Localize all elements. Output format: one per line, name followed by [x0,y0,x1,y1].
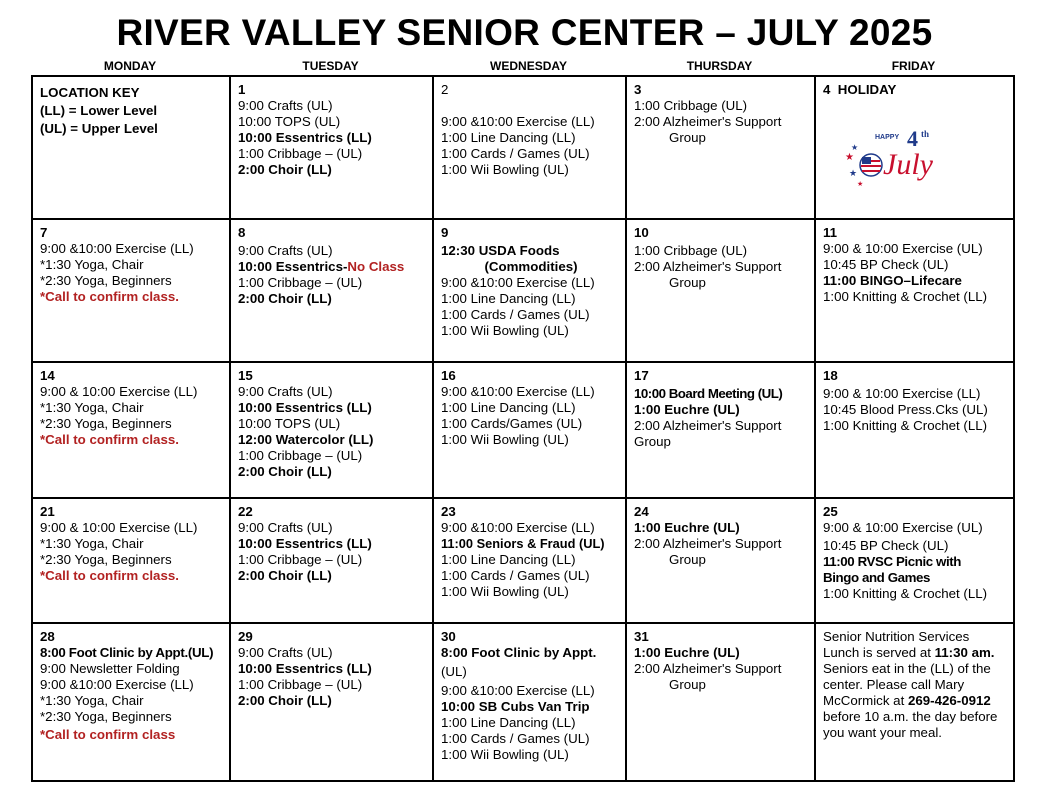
event: 1:00 Cribbage (UL) [634,243,748,258]
weekday-wednesday: WEDNESDAY [490,59,567,73]
fourth-of-july-logo [841,102,961,192]
day-cell [626,362,815,498]
event: 9:00 &10:00 Exercise (LL) [441,520,595,535]
event: 12:00 Watercolor (LL) [238,432,374,447]
week-row [32,219,1014,362]
event: 1:00 Cribbage – (UL) [238,677,363,692]
event: 10:00 Essentrics (LL) [238,130,372,145]
nutrition-text: before 10 a.m. the day before you want your meal. [823,709,998,740]
weekday-tuesday: TUESDAY [302,59,359,73]
logo-july-text: July [883,148,933,181]
event: 9:00 & 10:00 Exercise (LL) [823,386,981,401]
event: 10:00 Essentrics (LL) [238,400,372,415]
day-number: 10 [634,225,649,240]
day-number: 8 [238,225,246,240]
event: 1:00 Euchre (UL) [634,645,740,660]
event: 10:00 SB Cubs Van Trip [441,699,590,714]
day-cell [230,219,433,362]
event: 1:00 Line Dancing (LL) [441,291,576,306]
day-number: 2 [441,82,449,97]
event: 9:00 Crafts (UL) [238,98,333,113]
event: 1:00 Line Dancing (LL) [441,130,576,145]
weekday-header [31,58,1013,74]
star-icon: ★ [849,168,858,178]
event: 9:00 &10:00 Exercise (LL) [441,683,595,698]
event: Group [634,434,671,449]
day-number: 4 [823,82,831,97]
day-number: 25 [823,504,838,519]
day-cell [433,498,626,623]
holiday-label: HOLIDAY [837,82,897,97]
fourth-of-july-logo-art [841,102,971,192]
logo-four-text: 4 [907,126,918,151]
day-cell [626,76,815,219]
event: 10:00 Essentrics- [238,259,348,274]
day-number: 28 [40,629,55,644]
event: 1:00 Cribbage – (UL) [238,275,363,290]
event: 9:00 & 10:00 Exercise (LL) [40,520,198,535]
event: 1:00 Euchre (UL) [634,520,740,535]
event: 2:00 Alzheimer's Support [634,114,782,129]
event: 2:00 Choir (LL) [238,693,332,708]
event: 9:00 & 10:00 Exercise (LL) [40,384,198,399]
weekday-friday: FRIDAY [891,59,936,73]
event: 9:00 Crafts (UL) [238,384,333,399]
event: *2:30 Yoga, Beginners [40,416,172,431]
event: 10:45 BP Check (UL) [823,538,949,553]
week-row [32,76,1014,219]
nutrition-text: Senior Nutrition Services Lunch is served at [823,629,970,660]
event: 9:00 & 10:00 Exercise (UL) [823,241,983,256]
day-number: 11 [823,225,838,240]
location-key-ll: (LL) = Lower Level [40,103,158,118]
weekday-monday: MONDAY [103,59,157,73]
event: 9:00 &10:00 Exercise (LL) [441,384,595,399]
page-title: RIVER VALLEY SENIOR CENTER – JULY 2025 [116,12,933,53]
event: 10:45 Blood Press.Cks (UL) [823,402,988,417]
day-number: 24 [634,504,649,519]
event: *1:30 Yoga, Chair [40,257,144,272]
event: 1:00 Cribbage (UL) [634,98,748,113]
event: 12:30 USDA Foods [441,243,560,258]
nutrition-text: Seniors eat in the (LL) of the center. Please call Mary McCormick at [823,661,991,708]
event: 1:00 Cards / Games (UL) [441,731,590,746]
event: 11:00 BINGO–Lifecare [823,273,962,288]
event: 2:00 Alzheimer's Support [634,418,782,433]
day-cell [230,76,433,219]
event: 2:00 Choir (LL) [238,464,332,479]
nutrition-info-cell [815,623,1014,781]
event: Bingo and Games [823,570,931,585]
event: 11:00 RVSC Picnic with [823,554,962,569]
event: *2:30 Yoga, Beginners [40,552,172,567]
event: *1:30 Yoga, Chair [40,400,144,415]
day-number: 17 [634,368,649,383]
logo-th-text: th [921,129,930,139]
logo-happy-text: HAPPY [875,134,900,141]
day-cell [815,498,1014,623]
event: 10:00 Essentrics (LL) [238,661,372,676]
day-cell [32,623,230,781]
day-number: 29 [238,629,253,644]
event: *1:30 Yoga, Chair [40,536,144,551]
day-cell [32,362,230,498]
phone-number: 269-426-0912 [907,693,991,708]
nutrition-info [823,629,1009,741]
flag-stripe-icon [861,165,881,167]
event: 2:00 Choir (LL) [238,291,332,306]
flag-canton-icon [862,157,871,164]
lunch-time: 11:30 am. [934,645,995,660]
flag-stripe-icon [862,170,880,172]
event-note: *Call to confirm class. [40,432,179,447]
star-icon: ★ [851,143,859,152]
event: 1:00 Cribbage – (UL) [238,448,363,463]
day-cell [32,498,230,623]
event: Group [669,130,706,145]
day-number: 18 [823,368,838,383]
day-number: 22 [238,504,253,519]
event-note: *Call to confirm class. [40,289,179,304]
event: 2:00 Choir (LL) [238,568,332,583]
week-row [32,498,1014,623]
day-cell [626,623,815,781]
event: (UL) [441,664,467,679]
event: 2:00 Choir (LL) [238,162,332,177]
day-cell [32,219,230,362]
day-number: 31 [634,629,649,644]
event: 2:00 Alzheimer's Support [634,661,782,676]
event: (Commodities) [484,259,578,274]
event: 10:00 TOPS (UL) [238,416,341,431]
week-row [32,362,1014,498]
event: 8:00 Foot Clinic by Appt.(UL) [40,645,214,660]
event: 9:00 &10:00 Exercise (LL) [40,677,194,692]
day-number: 9 [441,225,449,240]
day-number: 3 [634,82,642,97]
star-icon: ★ [845,152,854,163]
event: 1:00 Wii Bowling (UL) [441,747,569,762]
event: 1:00 Knitting & Crochet (LL) [823,289,988,304]
day-cell [433,623,626,781]
weekday-thursday: THURSDAY [686,59,753,73]
day-cell [433,362,626,498]
day-number: 21 [40,504,55,519]
day-cell [230,623,433,781]
event: 11:00 Seniors & Fraud (UL) [441,536,605,551]
day-cell [230,362,433,498]
day-cell [815,362,1014,498]
day-cell [230,498,433,623]
event: 1:00 Knitting & Crochet (LL) [823,418,988,433]
day-number: 30 [441,629,456,644]
event: *1:30 Yoga, Chair [40,693,144,708]
star-icon: ★ [857,181,864,188]
event: Group [669,552,706,567]
event: 9:00 Crafts (UL) [238,520,333,535]
event: 1:00 Cribbage – (UL) [238,552,363,567]
event: 1:00 Wii Bowling (UL) [441,323,569,338]
event: 10:00 Essentrics (LL) [238,536,372,551]
day-cell [626,219,815,362]
event: 9:00 &10:00 Exercise (LL) [441,114,595,129]
day-number: 15 [238,368,253,383]
event: 9:00 &10:00 Exercise (LL) [441,275,595,290]
event: 10:45 BP Check (UL) [823,257,949,272]
event: 9:00 Crafts (UL) [238,243,333,258]
event: 9:00 Crafts (UL) [238,645,333,660]
event: 1:00 Line Dancing (LL) [441,400,576,415]
event: 10:00 Board Meeting (UL) [634,386,783,401]
event-note: *Call to confirm class [40,727,176,742]
event: Group [669,275,706,290]
day-number: 7 [40,225,48,240]
event: 1:00 Cards / Games (UL) [441,307,590,322]
event: 9:00 &10:00 Exercise (LL) [40,241,194,256]
calendar-grid [31,75,1015,782]
event: 1:00 Line Dancing (LL) [441,552,576,567]
event: 1:00 Wii Bowling (UL) [441,432,569,447]
event: 1:00 Euchre (UL) [634,402,740,417]
event-note: *Call to confirm class. [40,568,179,583]
cancel-note: No Class [347,259,405,274]
day-cell [433,76,626,219]
day-number: 16 [441,368,456,383]
event: 8:00 Foot Clinic by Appt. [441,645,597,660]
location-key-cell [32,76,230,219]
week-row [32,623,1014,781]
day-number: 1 [238,82,246,97]
event: 2:00 Alzheimer's Support [634,259,782,274]
event: *2:30 Yoga, Beginners [40,273,172,288]
day-cell [815,219,1014,362]
day-cell [626,498,815,623]
event: Group [669,677,706,692]
event: *2:30 Yoga, Beginners [40,709,172,724]
day-number: 23 [441,504,456,519]
event: 1:00 Cards / Games (UL) [441,146,590,161]
event: 1:00 Wii Bowling (UL) [441,584,569,599]
event: 1:00 Cards/Games (UL) [441,416,583,431]
event: 9:00 & 10:00 Exercise (UL) [823,520,983,535]
event: 2:00 Alzheimer's Support [634,536,782,551]
day-number: 14 [40,368,55,383]
location-key-ul: (UL) = Upper Level [40,121,158,136]
day-cell [433,219,626,362]
event: 1:00 Knitting & Crochet (LL) [823,586,988,601]
event: 1:00 Cribbage – (UL) [238,146,363,161]
event: 1:00 Line Dancing (LL) [441,715,576,730]
event: 10:00 TOPS (UL) [238,114,341,129]
event: 9:00 Newsletter Folding [40,661,180,676]
holiday-cell [815,76,1014,219]
event: 1:00 Cards / Games (UL) [441,568,590,583]
event: 1:00 Wii Bowling (UL) [441,162,569,177]
location-key-heading: LOCATION KEY [40,85,140,100]
